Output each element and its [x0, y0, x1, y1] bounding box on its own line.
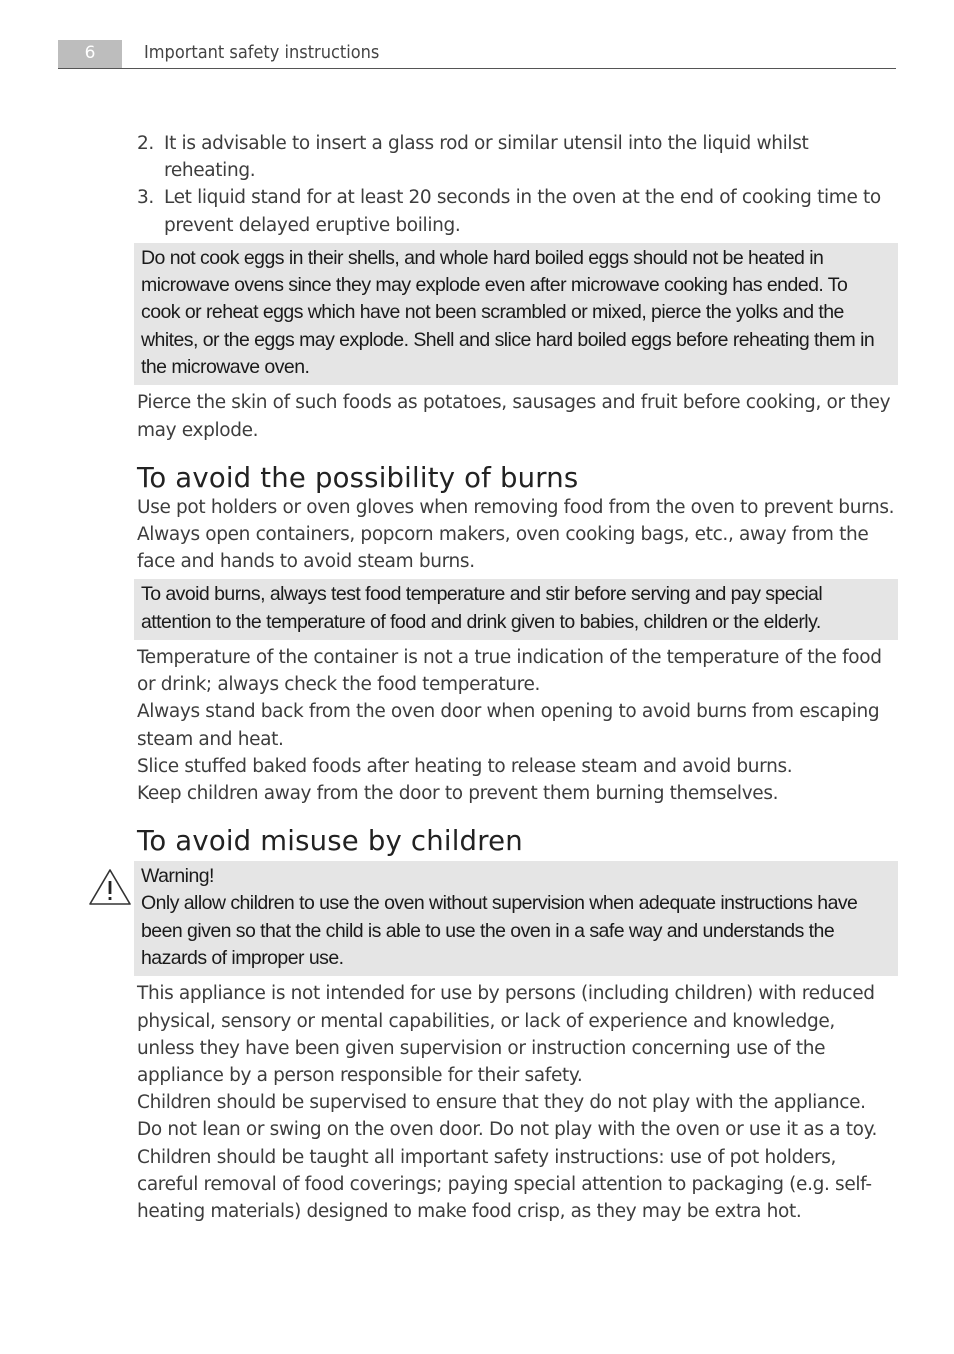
children-warning: [137, 861, 896, 976]
burns-paragraph-2: Always stand back from the oven door when opening to avoid burns from escaping steam and heat.: [137, 701, 880, 750]
burns-notice-box: [134, 579, 898, 640]
burns-paragraph-1: Temperature of the container is not a true indication of the temperature of the food or drink; always check the food temperature.: [137, 646, 882, 696]
warning-title: Warning!: [141, 865, 214, 888]
page-content: [137, 130, 896, 1225]
children-paragraph-3: Do not lean or swing on the oven door. Do not play with the oven or use it as a toy.: [137, 1119, 878, 1141]
children-paragraph-1: This appliance is not intended for use by persons (including children) with reduced physical, sensory or mental capabilities, or lack of experience and knowledge, unless they have been given supervision or instruction concerning use of the appliance by a person responsible for their safety.: [137, 983, 875, 1086]
children-paragraph-4: Children should be taught all important safety instructions: use of pot holders, careful removal of food coverings; paying special attention to packaging (e.g. self-heating materials) designed to make food crisp, as they may be extra hot.: [137, 1146, 872, 1222]
burns-heading: To avoid the possibility of burns: [137, 461, 579, 494]
list-item-number: 3.: [137, 187, 154, 209]
list-item: [137, 184, 896, 238]
list-item-number: 2.: [137, 133, 154, 154]
children-warning-box: [134, 861, 898, 976]
children-paragraph-2: Children should be supervised to ensure that they do not play with the appliance.: [137, 1092, 866, 1114]
burns-notice-text: To avoid burns, always test food temperature and stir before serving and pay special attention to the temperature of food and drink given to babies, children or the elderly.: [141, 583, 823, 633]
children-heading: To avoid misuse by children: [137, 825, 523, 858]
warning-triangle-icon: [87, 867, 133, 907]
burns-intro-paragraph: Use pot holders or oven gloves when removing food from the oven to prevent burns. Always open containers, popcorn makers, oven cooking bags, etc., away from the face and hands to avoid steam burns.: [137, 496, 895, 573]
burns-paragraph-3: Slice stuffed baked foods after heating to release steam and avoid burns.: [137, 755, 793, 777]
pierce-paragraph: Pierce the skin of such foods as potatoes, sausages and fruit before cooking, or they may explode.: [137, 392, 891, 441]
list-item-text: It is advisable to insert a glass rod or similar utensil into the liquid whilst reheating.: [164, 133, 809, 182]
numbered-list: [137, 130, 896, 239]
warning-text: Only allow children to use the oven without supervision when adequate instructions have been given so that the child is able to use the oven in a safe way and understands the hazards of improper use.: [141, 892, 858, 970]
page-number: 6: [58, 40, 122, 68]
page-header: [58, 40, 896, 69]
list-item: [137, 130, 896, 184]
section-title: Important safety instructions: [144, 42, 380, 63]
eggs-warning-box: [134, 243, 898, 385]
burns-paragraph-4: Keep children away from the door to prevent them burning themselves.: [137, 782, 779, 804]
eggs-warning-text: Do not cook eggs in their shells, and whole hard boiled eggs should not be heated in microwave ovens since they may explode even after microwave cooking has ended. To cook or reheat eggs which have not been scrambled or mixed, pierce the yolks and the whites, or the eggs may explode. Shell and slice hard boiled eggs before reheating them in the microwave oven.: [141, 246, 875, 378]
list-item-text: Let liquid stand for at least 20 seconds in the oven at the end of cooking time to prevent delayed eruptive boiling.: [164, 187, 881, 236]
